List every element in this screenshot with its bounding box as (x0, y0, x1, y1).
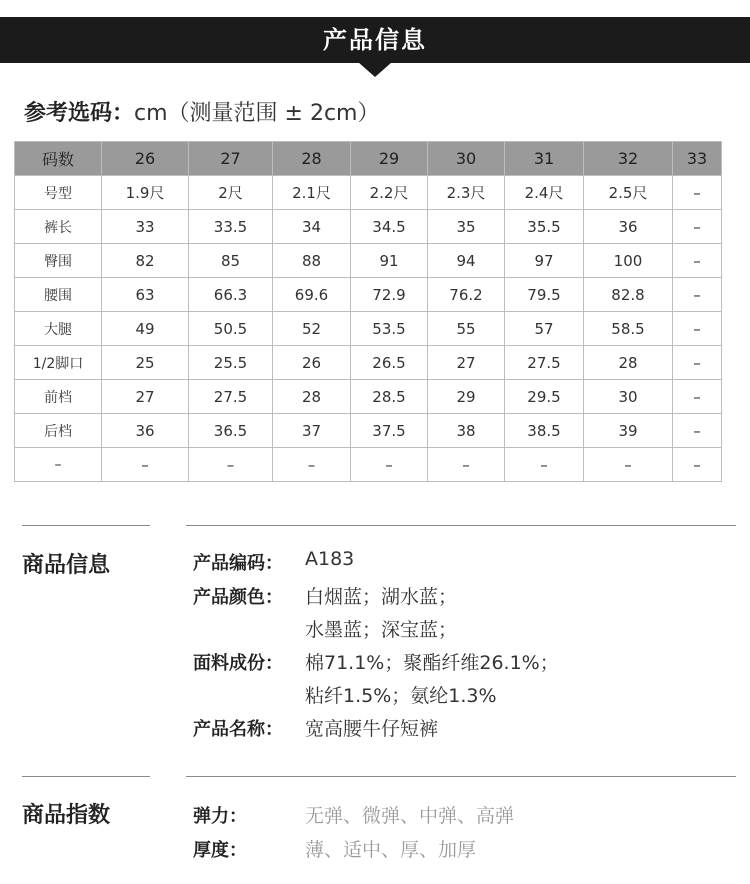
size-table-size-header: 27 (189, 142, 273, 176)
size-table-cell: 79.5 (505, 278, 584, 312)
size-table-cell: 100 (584, 244, 673, 278)
size-table-row (15, 244, 722, 278)
size-table-size-header: 29 (351, 142, 428, 176)
size-table-size-header: 30 (428, 142, 505, 176)
banner (0, 17, 750, 63)
size-table-cell: 28 (584, 346, 673, 380)
size-table-row (15, 312, 722, 346)
elasticity-value: 无弹、微弹、中弹、高弹 (305, 805, 515, 827)
size-table-cell: – (673, 448, 722, 482)
size-table-cell: 35.5 (505, 210, 584, 244)
size-table-cell: 34 (273, 210, 351, 244)
size-table-cell: 50.5 (189, 312, 273, 346)
size-table-cell: – (673, 312, 722, 346)
size-table-cell: – (673, 414, 722, 448)
product-color-label: 产品颜色： (193, 587, 283, 608)
size-table-cell: 66.3 (189, 278, 273, 312)
size-table-cell: 33 (102, 210, 189, 244)
section-divider-left-2 (22, 776, 150, 777)
size-table-cell: 36 (584, 210, 673, 244)
size-table-size-header: 32 (584, 142, 673, 176)
size-table-cell: 97 (505, 244, 584, 278)
size-table-cell: 55 (428, 312, 505, 346)
size-table-cell: 28 (273, 380, 351, 414)
size-table-cell: 2.2尺 (351, 176, 428, 210)
size-table-cell: 72.9 (351, 278, 428, 312)
size-table-cell: 39 (584, 414, 673, 448)
fabric-composition-value-line1: 棉71.1%；聚酯纤维26.1%； (305, 652, 559, 674)
size-table-row (15, 414, 722, 448)
section-divider-right (186, 525, 736, 526)
size-table-cell: – (189, 448, 273, 482)
size-table-cell: 29 (428, 380, 505, 414)
size-table-cell: 94 (428, 244, 505, 278)
fabric-composition-label: 面料成份： (193, 653, 283, 674)
size-table-row-label: 大腿 (15, 312, 102, 346)
size-table-cell: – (673, 346, 722, 380)
section-divider-left (22, 525, 150, 526)
thickness-label: 厚度： (193, 840, 247, 861)
size-table-cell: 27.5 (505, 346, 584, 380)
size-table-size-header: 33 (673, 142, 722, 176)
size-chart-table (14, 141, 722, 482)
size-table-cell: 91 (351, 244, 428, 278)
size-table-size-header: 28 (273, 142, 351, 176)
size-table-cell: 2.4尺 (505, 176, 584, 210)
size-table-corner-header: 码数 (15, 142, 102, 176)
size-table-cell: 26 (273, 346, 351, 380)
size-table-cell: 37 (273, 414, 351, 448)
size-table-cell: 38 (428, 414, 505, 448)
size-table-cell: 63 (102, 278, 189, 312)
size-reference-label: 参考选码： (24, 101, 135, 126)
product-color-value-line1: 白烟蓝；湖水蓝； (305, 586, 458, 608)
size-table-cell: – (428, 448, 505, 482)
size-table-cell: – (273, 448, 351, 482)
size-table-cell: 49 (102, 312, 189, 346)
size-table-cell: – (584, 448, 673, 482)
size-table-row-label: 腰围 (15, 278, 102, 312)
elasticity-label: 弹力： (193, 806, 247, 827)
size-table-cell: – (673, 176, 722, 210)
size-table-cell: – (673, 210, 722, 244)
size-table-cell: 26.5 (351, 346, 428, 380)
size-table-cell: 2.5尺 (584, 176, 673, 210)
size-table-cell: – (673, 278, 722, 312)
size-table-cell: – (673, 380, 722, 414)
size-table-size-header: 26 (102, 142, 189, 176)
banner-notch-arrow (358, 62, 392, 77)
size-table-cell: 30 (584, 380, 673, 414)
size-reference (24, 96, 380, 127)
size-table-row-label: 前档 (15, 380, 102, 414)
size-table-cell: – (102, 448, 189, 482)
size-table-row-label: – (15, 448, 102, 482)
size-table-row-label: 臀围 (15, 244, 102, 278)
size-table-cell: 27.5 (189, 380, 273, 414)
size-table-cell: 88 (273, 244, 351, 278)
size-table-cell: 69.6 (273, 278, 351, 312)
size-table-cell: 76.2 (428, 278, 505, 312)
size-table-cell: 2.3尺 (428, 176, 505, 210)
size-table-cell: 2.1尺 (273, 176, 351, 210)
size-table-row (15, 448, 722, 482)
size-table-cell: 82.8 (584, 278, 673, 312)
size-table-row (15, 176, 722, 210)
size-table-cell: 27 (428, 346, 505, 380)
size-table-cell: 29.5 (505, 380, 584, 414)
size-table-row-label: 号型 (15, 176, 102, 210)
section-divider-right-2 (186, 776, 736, 777)
size-table-cell: 33.5 (189, 210, 273, 244)
size-table-cell: 2尺 (189, 176, 273, 210)
size-table-cell: 82 (102, 244, 189, 278)
size-table-row (15, 210, 722, 244)
size-table-cell: 38.5 (505, 414, 584, 448)
size-table-cell: 1.9尺 (102, 176, 189, 210)
size-table-cell: 27 (102, 380, 189, 414)
product-color-value-line2: 水墨蓝；深宝蓝； (305, 619, 458, 641)
size-table-header-row (15, 142, 722, 176)
size-table-cell: 25 (102, 346, 189, 380)
product-index-title: 商品指数 (22, 803, 111, 828)
size-reference-unit-note: cm（测量范围 ± 2cm） (134, 101, 380, 126)
size-table-row-label: 后档 (15, 414, 102, 448)
size-table-cell: 36 (102, 414, 189, 448)
size-table-cell: 37.5 (351, 414, 428, 448)
size-table-row (15, 278, 722, 312)
size-table-cell: – (351, 448, 428, 482)
size-table-cell: – (673, 244, 722, 278)
size-table-cell: 52 (273, 312, 351, 346)
size-table-cell: 57 (505, 312, 584, 346)
size-table-cell: 34.5 (351, 210, 428, 244)
thickness-value: 薄、适中、厚、加厚 (305, 839, 477, 861)
size-table-row-label: 裤长 (15, 210, 102, 244)
size-table-cell: – (505, 448, 584, 482)
size-table-row-label: 1/2脚口 (15, 346, 102, 380)
size-table-cell: 53.5 (351, 312, 428, 346)
size-table-cell: 58.5 (584, 312, 673, 346)
size-table-row (15, 380, 722, 414)
product-info-title: 商品信息 (22, 553, 111, 578)
product-code-value: A183 (305, 548, 355, 570)
product-name-label: 产品名称： (193, 719, 283, 740)
size-table-cell: 28.5 (351, 380, 428, 414)
size-table-cell: 25.5 (189, 346, 273, 380)
fabric-composition-value-line2: 粘纤1.5%；氨纶1.3% (305, 685, 497, 707)
size-table-cell: 35 (428, 210, 505, 244)
size-table-cell: 36.5 (189, 414, 273, 448)
product-code-label: 产品编码： (193, 553, 283, 574)
size-table-size-header: 31 (505, 142, 584, 176)
size-table-row (15, 346, 722, 380)
product-name-value: 宽高腰牛仔短裤 (305, 718, 439, 740)
size-table-cell: 85 (189, 244, 273, 278)
banner-title: 产品信息 (323, 26, 427, 54)
